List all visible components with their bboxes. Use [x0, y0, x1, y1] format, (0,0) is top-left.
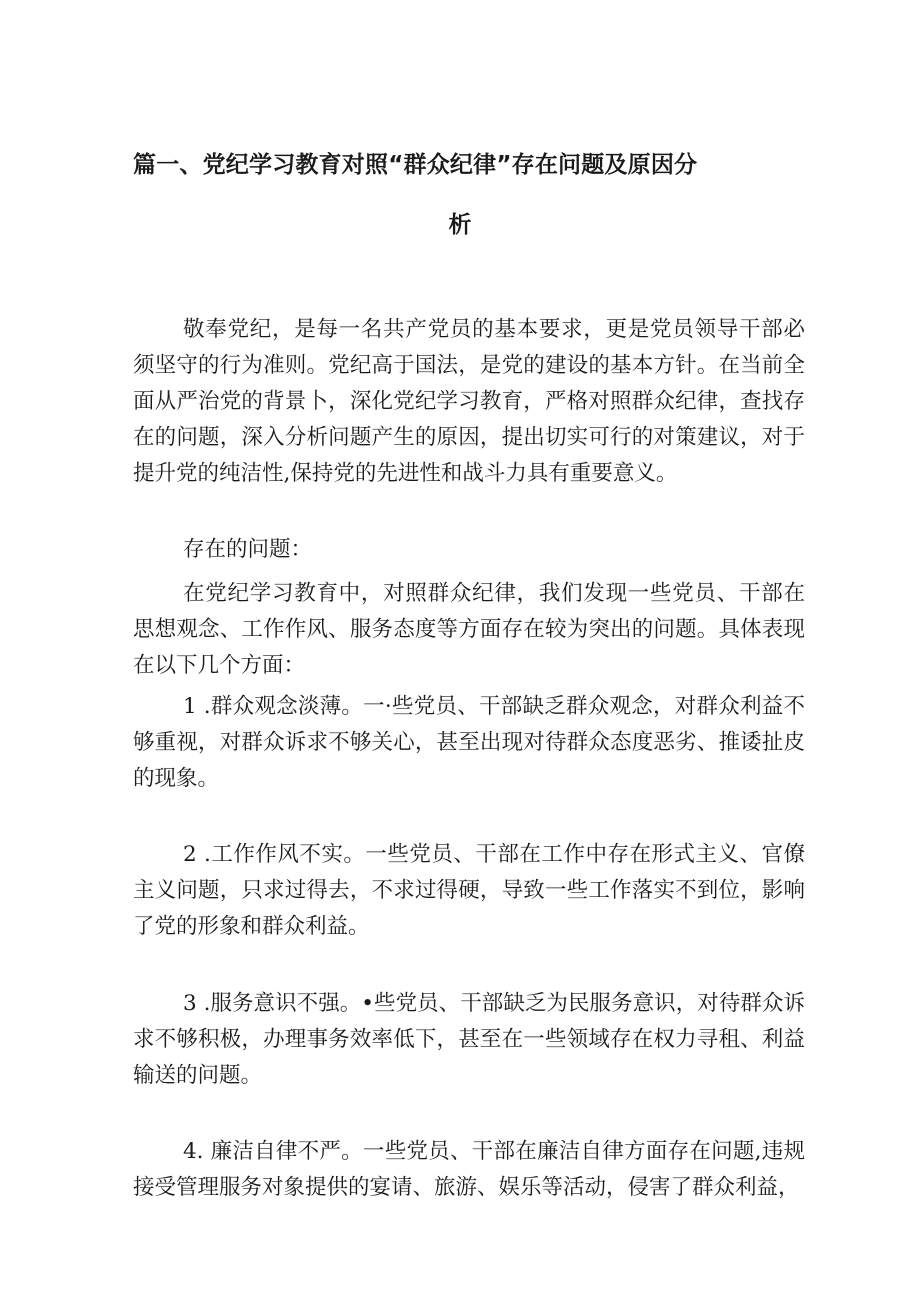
problem-item-2: 2 .工作作风不实。一些党员、干部在工作中存在形式主义、官僚主义问题，只求过得去，不求过得硬，导致一些工作落实不到位，影响了党的形象和群众利益。 — [133, 842, 805, 939]
document-title-continuation: 析 — [448, 212, 472, 238]
problem-item-1: 1 .群众观念淡薄。一·些党员、干部缺乏群众观念，对群众利益不够重视，对群众诉求不够关心，甚至出现对待群众态度恶劣、推诿扯皮的现象。 — [133, 694, 805, 791]
intro-paragraph: 敬奉党纪，是每一名共产党员的基本要求，更是党员领导干部必须坚守的行为准则。党纪高于国法，是党的建设的基本方针。在当前全面从严治党的背景卜，深化党纪学习教育，严格对照群众纪律，查找存在的问题，深入分析问题产生的原因，提出切实可行的对策建议，对于提升党的纯洁性,保持党的先进性和战斗力具有重要意义。 — [133, 317, 805, 486]
problem-item-4: 4. 廉洁自律不严。一些党员、干部在廉洁自律方面存在问题,违规接受管理服务对象提供的宴请、旅游、娱乐等活动，侵害了群众利益， — [133, 1139, 805, 1200]
document-title: 篇一、党纪学习教育对照“群众纪律”存在问题及原因分 — [133, 152, 698, 178]
problems-overview-paragraph: 在党纪学习教育中，对照群众纪律，我们发现一些党员、干部在思想观念、工作作风、服务态度等方面存在较为突出的问题。具体表现在以下几个方面： — [133, 581, 805, 678]
section-heading-problems: 存在的问题： — [183, 537, 313, 562]
problem-item-3: 3 .服务意识不强。•些党员、干部缺乏为民服务意识，对待群众诉求不够积极，办理事务效率低下，甚至在一些领域存在权力寻租、利益输送的问题。 — [133, 991, 805, 1088]
